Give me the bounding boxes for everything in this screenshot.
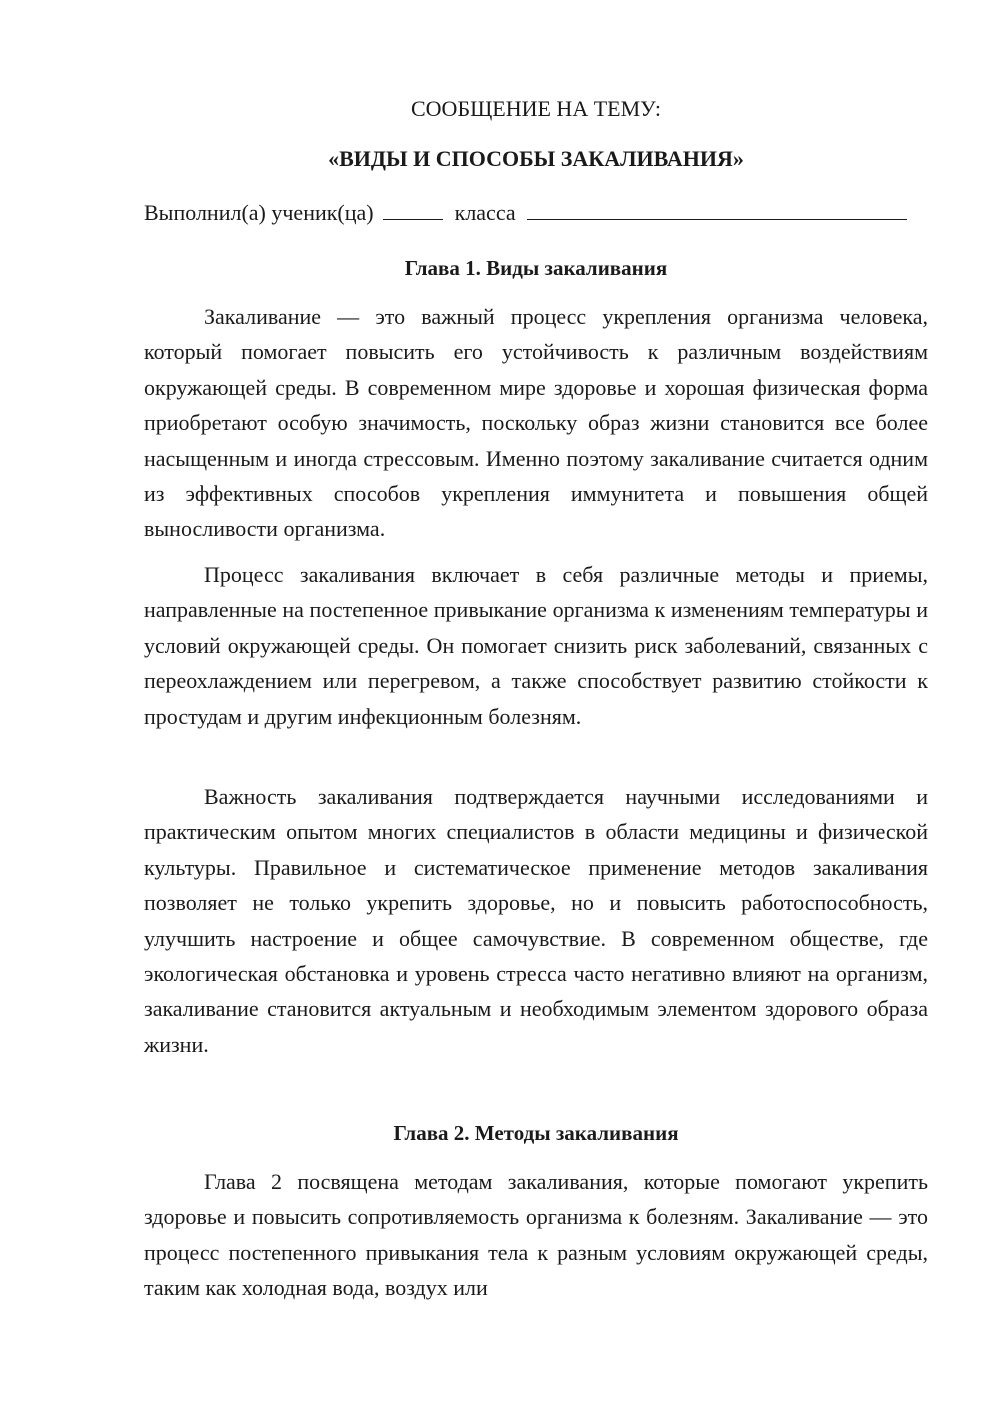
grade-blank-field — [383, 199, 443, 220]
document-title-line-1: СООБЩЕНИЕ НА ТЕМУ: — [411, 96, 661, 121]
performed-by-label: Выполнил(а) ученик(ца) — [144, 200, 374, 225]
chapter-1-paragraph-1: Закаливание — это важный процесс укрепления организма человека, который помогает повысить его устойчивость к различным воздействиям окружающей среды. В современном мире здоровье и хорошая физическая форма приобретают особую значимость, поскольку образ жизни становится все более насыщенным и иногда стрессовым. Именно поэтому закаливание считается одним из эффективных способов укрепления иммунитета и повышения общей выносливости организма. — [144, 304, 928, 542]
document-title-line-2: «ВИДЫ И СПОСОБЫ ЗАКАЛИВАНИЯ» — [328, 146, 744, 171]
chapter-1-paragraph-2: Процесс закаливания включает в себя различные методы и приемы, направленные на постепенное привыкание организма к изменениям температуры и условий окружающей среды. Он помогает снизить риск заболеваний, связанных с переохлаждением или перегревом, а также способствует развитию стойкости к простудам и другим инфекционным болезням. — [144, 562, 928, 729]
class-label: класса — [454, 200, 516, 225]
chapter-1-heading: Глава 1. Виды закаливания — [404, 256, 668, 280]
author-line — [144, 198, 928, 228]
name-blank-field — [527, 199, 907, 220]
chapter-1-paragraph-3: Важность закаливания подтверждается научными исследованиями и практическим опытом многих специалистов в области медицины и физической культуры. Правильное и систематическое применение методов закаливания позволяет не только укрепить здоровье, но и повысить работоспособность, улучшить настроение и общее самочувствие. В современном обществе, где экологическая обстановка и уровень стресса часто негативно влияют на организм, закаливание становится актуальным и необходимым элементом здорового образа жизни. — [144, 784, 928, 1057]
chapter-2-paragraph-1: Глава 2 посвящена методам закаливания, которые помогают укрепить здоровье и повысить сопротивляемость организма к болезням. Закаливание — это процесс постепенного привыкания тела к разным условиям окружающей среды, таким как холодная вода, воздух или — [144, 1169, 928, 1301]
chapter-2-heading: Глава 2. Методы закаливания — [393, 1121, 679, 1145]
